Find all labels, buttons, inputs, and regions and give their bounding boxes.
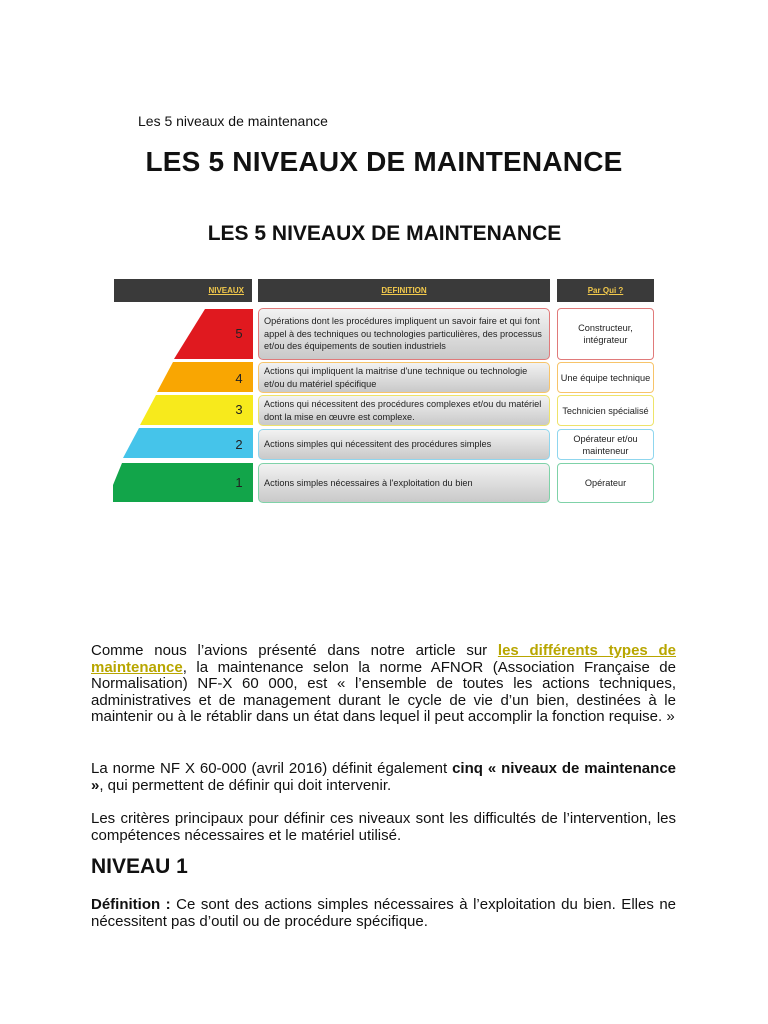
level-number-4: 4 xyxy=(235,371,243,386)
norm-paragraph: La norme NF X 60-000 (avril 2016) définit également cinq « niveaux de maintenance », qui permettent de définir qui doit intervenir. xyxy=(91,760,676,794)
page-title: LES 5 NIVEAUX DE MAINTENANCE xyxy=(145,146,623,177)
par-qui-level-1: Opérateur xyxy=(557,463,654,503)
criteria-paragraph: Les critères principaux pour définir ces niveaux sont les difficultés de l’intervention, les compétences nécessaires et le matériel utilisé. xyxy=(91,810,676,844)
par-qui-level-2: Opérateur et/ou mainteneur xyxy=(557,429,654,460)
niveau-1-heading: NIVEAU 1 xyxy=(91,855,188,878)
definition-level-3: Actions qui nécessitent des procédures complexes et/ou du matériel dont la mise en œuvre est complexe. xyxy=(258,395,550,426)
par-qui-level-3: Technicien spécialisé xyxy=(557,395,654,426)
level-number-1: 1 xyxy=(235,475,243,490)
figure-title: LES 5 NIVEAUX DE MAINTENANCE xyxy=(207,222,562,245)
header-niveaux: NIVEAUX xyxy=(114,279,252,302)
page-small-title: Les 5 niveaux de maintenance xyxy=(138,113,328,129)
par-qui-level-5: Constructeur, intégrateur xyxy=(557,308,654,360)
level-number-5: 5 xyxy=(235,326,243,341)
definition-level-1: Actions simples nécessaires à l'exploitation du bien xyxy=(258,463,550,503)
definition-level-4: Actions qui impliquent la maitrise d'une technique ou technologie et/ou du matériel spécifique xyxy=(258,362,550,393)
article-link[interactable]: les différents types de maintenance xyxy=(91,642,677,676)
definition-level-5: Opérations dont les procédures impliquent un savoir faire et qui font appel à des techniques ou technologies particulières, des processus et/ou des équipements de soutien industriels xyxy=(258,308,550,360)
maintenance-levels-figure xyxy=(113,200,656,530)
definition-level-2: Actions simples qui nécessitent des procédures simples xyxy=(258,429,550,460)
header-definition: DEFINITION xyxy=(258,279,550,302)
niveau-1-definition: Définition : Ce sont des actions simples nécessaires à l’exploitation du bien. Elles ne nécessitent pas d’outil ou de procédure spécifique. xyxy=(91,896,676,930)
level-number-2: 2 xyxy=(235,437,243,452)
intro-paragraph: Comme nous l’avions présenté dans notre article sur les différents types de maintenance, la maintenance selon la norme AFNOR (Association Française de Normalisation) NF-X 60 000, est « l’ensemble de toutes les actions techniques, administratives et de management durant le cycle de vie d’un bien, destinées à le maintenir ou à le rétablir dans un état dans lequel il peut accomplir la fonction requise. » xyxy=(91,642,677,726)
level-number-3: 3 xyxy=(235,402,243,417)
header-par-qui: Par Qui ? xyxy=(557,279,654,302)
par-qui-level-4: Une équipe technique xyxy=(557,362,654,393)
